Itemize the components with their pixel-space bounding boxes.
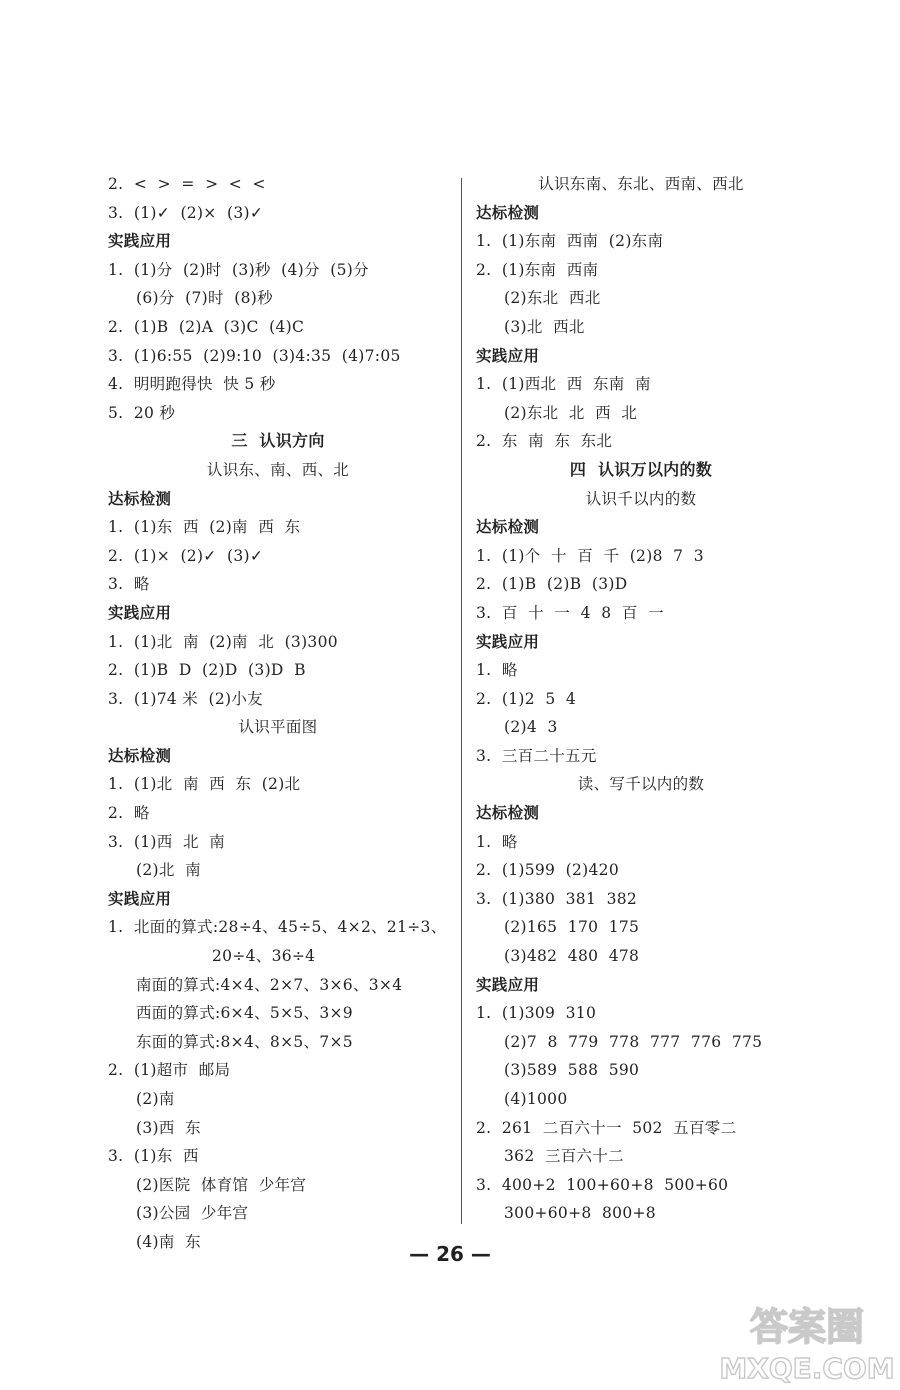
answer-line: 2. 东 南 东 东北: [476, 432, 613, 451]
answer-line: (2)165 170 175: [504, 918, 640, 937]
section-heading: 实践应用: [108, 232, 172, 251]
answer-line: 3. (1)东 西: [108, 1147, 199, 1166]
answer-line: 2. < > = > < <: [108, 175, 266, 193]
answer-line: 3. 三百二十五元: [476, 746, 597, 765]
answer-line: 300+60+8 800+8: [504, 1204, 656, 1223]
subsection-title: 认识东、南、西、北: [206, 460, 350, 479]
answer-line: 2. (1)东南 西南: [476, 260, 599, 279]
answer-line: 东面的算式:8×4、8×5、7×5: [136, 1032, 353, 1051]
subsection-title: 认识平面图: [238, 718, 318, 737]
answer-line: 1. (1)东 西 (2)南 西 东: [108, 518, 301, 537]
section-heading: 实践应用: [476, 632, 540, 651]
answer-line: 3. (1)6:55 (2)9:10 (3)4:35 (4)7:05: [108, 346, 401, 365]
answer-line: 2. (1)599 (2)420: [476, 861, 619, 880]
answer-line: 3. 400+2 100+60+8 500+60: [476, 1175, 729, 1194]
answer-line: 1. 北面的算式:28÷4、45÷5、4×2、21÷3、: [108, 918, 447, 937]
watermark-top: 答案圈: [749, 1305, 865, 1349]
answer-line: 1. 略: [476, 661, 518, 680]
answer-line: (3)589 588 590: [504, 1061, 640, 1080]
answer-line: 3. (1)✓ (2)× (3)✓: [108, 203, 264, 222]
chapter-title: 四 认识万以内的数: [569, 459, 713, 479]
answer-line: 2. 略: [108, 804, 150, 823]
answer-line: 1. (1)个 十 百 千 (2)8 7 3: [476, 546, 704, 565]
section-heading: 达标检测: [476, 203, 540, 222]
answer-line: 362 三百六十二: [504, 1147, 624, 1166]
answer-line: 1. (1)北 南 (2)南 北 (3)300: [108, 632, 338, 651]
column-divider: [461, 178, 462, 1224]
answer-line: 2. (1)B D (2)D (3)D B: [108, 661, 306, 680]
answer-line: 4. 明明跑得快 快 5 秒: [108, 375, 276, 394]
answer-line: 3. 百 十 一 4 8 百 一: [476, 603, 664, 622]
answer-line: 1. (1)分 (2)时 (3)秒 (4)分 (5)分: [108, 260, 369, 279]
subsection-title: 认识东南、东北、西南、西北: [538, 175, 744, 193]
answer-line: 2. (1)2 5 4: [476, 689, 577, 708]
answer-line: 2. (1)超市 邮局: [108, 1061, 231, 1080]
answer-line: 南面的算式:4×4、2×7、3×6、3×4: [136, 975, 403, 994]
watermark-bottom: MXQE.COM: [719, 1352, 895, 1384]
answer-line: 1. (1)西北 西 东南 南: [476, 375, 651, 394]
section-heading: 实践应用: [476, 346, 540, 365]
answer-line: (2)医院 体育馆 少年宫: [136, 1175, 307, 1194]
answer-line: 3. (1)西 北 南: [108, 832, 226, 851]
page-number: — 26 —: [409, 1242, 491, 1266]
answer-line: 西面的算式:6×4、5×5、3×9: [136, 1004, 353, 1023]
section-heading: 实践应用: [108, 603, 172, 622]
answer-line: 1. (1)北 南 西 东 (2)北: [108, 775, 301, 794]
answer-line: 20÷4、36÷4: [212, 947, 316, 966]
answer-line: 2. (1)B (2)B (3)D: [476, 575, 628, 594]
answer-line: (3)482 480 478: [504, 947, 640, 966]
section-heading: 达标检测: [476, 804, 540, 823]
left-column: [108, 170, 448, 1257]
answer-line: (2)4 3: [504, 718, 558, 737]
answer-line: 1. (1)东南 西南 (2)东南: [476, 232, 664, 251]
answer-line: 2. 261 二百六十一 502 五百零二: [476, 1118, 737, 1137]
answer-line: (2)东北 西北: [504, 289, 601, 308]
answer-line: 2. (1)B (2)A (3)C (4)C: [108, 317, 305, 336]
answer-line: 3. (1)74 米 (2)小友: [108, 689, 263, 708]
answer-line: (4)1000: [504, 1090, 568, 1108]
answer-line: (2)南: [136, 1090, 175, 1108]
answer-line: (4)南 东: [136, 1232, 201, 1251]
subsection-title: 读、写千以内的数: [577, 775, 705, 794]
section-heading: 实践应用: [476, 975, 540, 994]
chapter-title: 三 认识方向: [231, 431, 325, 451]
answer-line: 3. 略: [108, 575, 150, 594]
section-heading: 达标检测: [108, 489, 172, 508]
answer-line: 2. (1)× (2)✓ (3)✓: [108, 546, 264, 565]
answer-line: 1. 略: [476, 832, 518, 851]
answer-line: (2)东北 北 西 北: [504, 403, 638, 422]
watermark-logo: [716, 1300, 898, 1384]
subsection-title: 认识千以内的数: [585, 489, 697, 508]
section-heading: 达标检测: [476, 518, 540, 537]
answer-line: (3)北 西北: [504, 317, 585, 336]
section-heading: 达标检测: [108, 746, 172, 765]
answer-line: (3)西 东: [136, 1118, 201, 1137]
section-heading: 实践应用: [108, 889, 172, 908]
answer-line: 1. (1)309 310: [476, 1004, 597, 1023]
answer-line: (2)北 南: [136, 861, 201, 880]
answer-line: 3. (1)380 381 382: [476, 889, 638, 908]
answer-line: (6)分 (7)时 (8)秒: [136, 289, 273, 308]
answer-line: (3)公园 少年宫: [136, 1204, 249, 1223]
answer-line: 5. 20 秒: [108, 403, 176, 422]
right-column: [476, 170, 806, 1228]
answer-line: (2)7 8 779 778 777 776 775: [504, 1032, 763, 1051]
